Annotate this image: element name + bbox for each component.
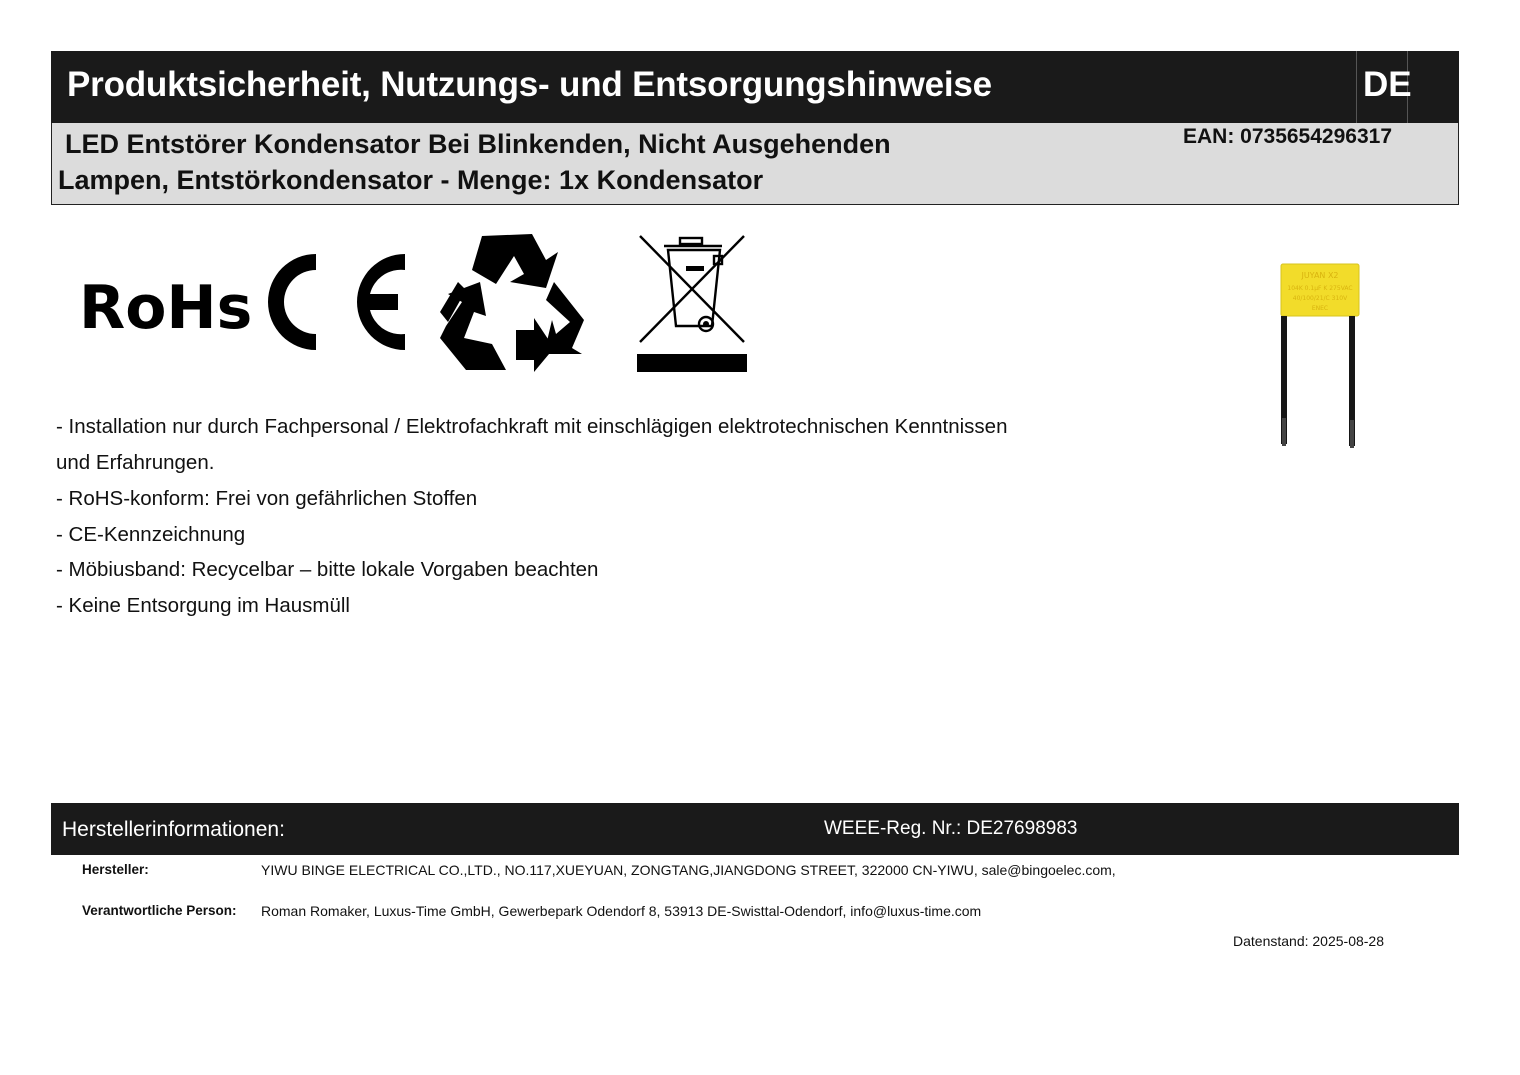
responsible-person-value: Roman Romaker, Luxus-Time GmbH, Gewerbepark Odendorf 8, 53913 DE-Swisttal-Odendorf, info@luxus-time.com (261, 903, 982, 919)
instruction-rohs: - RoHS-konform: Frei von gefährlichen Stoffen (56, 487, 478, 510)
capacitor-spec-2: 40/100/21/C 310V (1292, 295, 1348, 302)
manufacturer-value: YIWU BINGE ELECTRICAL CO.,LTD., NO.117,XUEYUAN, ZONGTANG,JIANGDONG STREET, 322000 CN-YIWU, sale@bingoelec.com, (261, 862, 1116, 878)
language-box (1356, 51, 1412, 123)
instruction-installation-cont: und Erfahrungen. (56, 451, 215, 474)
rohs-logo-text: RoHs (79, 273, 253, 343)
weee-registration: WEEE-Reg. Nr.: DE27698983 (824, 818, 1078, 839)
product-image-capacitor (1272, 258, 1368, 454)
page-title: Produktsicherheit, Nutzungs- und Entsorgungshinweise (67, 65, 992, 104)
capacitor-brand: JUYAN X2 (1301, 271, 1339, 280)
capacitor-spec-1: 104K 0.1µF K 275VAC (1287, 285, 1353, 292)
rohs-logo (75, 270, 253, 343)
product-name-line-1: LED Entstörer Kondensator Bei Blinkenden, Nicht Ausgehenden (65, 129, 891, 159)
language-code: DE (1363, 65, 1412, 104)
weee-crossed-bin-icon (636, 232, 748, 374)
recycling-icon (436, 230, 588, 376)
instruction-ce: - CE-Kennzeichnung (56, 523, 246, 546)
capacitor-spec-3: ENEC (1311, 305, 1329, 312)
product-name-line-2: Lampen, Entstörkondensator - Menge: 1x Kondensator (58, 165, 764, 195)
instruction-installation: - Installation nur durch Fachpersonal / Elektrofachkraft mit einschlägigen elektrotechnischen Kenntnissen (56, 415, 1008, 438)
data-date: Datenstand: 2025-08-28 (1233, 933, 1384, 949)
manufacturer-info-bar (51, 803, 1459, 855)
responsible-person-key: Verantwortliche Person: (82, 903, 237, 918)
manufacturer-key: Hersteller: (82, 862, 149, 877)
instruction-recycling: - Möbiusband: Recycelbar – bitte lokale Vorgaben beachten (56, 558, 599, 581)
ce-mark-icon (258, 250, 408, 354)
ean-code: EAN: 0735654296317 (1183, 125, 1392, 148)
instruction-disposal: - Keine Entsorgung im Hausmüll (56, 594, 350, 617)
product-subheader (51, 123, 1459, 205)
header-bar (51, 51, 1459, 123)
manufacturer-info-label: Herstellerinformationen: (62, 818, 285, 841)
